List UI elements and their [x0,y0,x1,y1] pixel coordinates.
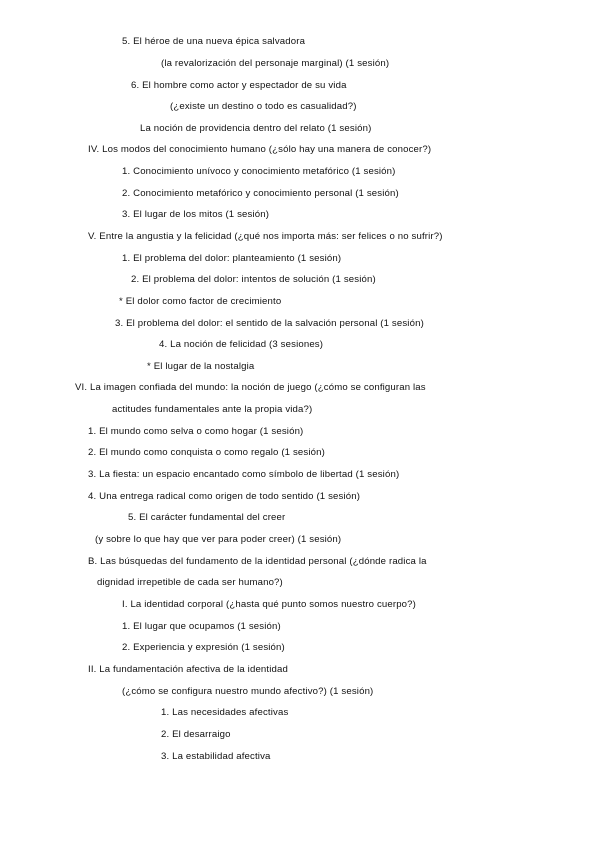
outline-line: (¿existe un destino o todo es casualidad?) [170,101,357,112]
section-heading: B. Las búsquedas del fundamento de la identidad personal (¿dónde radica la [88,556,427,567]
outline-line: 1. El mundo como selva o como hogar (1 sesión) [88,426,304,437]
subsection-heading: II. La fundamentación afectiva de la identidad [88,664,288,675]
outline-line: 2. El mundo como conquista o como regalo (1 sesión) [88,447,325,458]
subsection-heading: I. La identidad corporal (¿hasta qué punto somos nuestro cuerpo?) [122,599,417,610]
outline-line: 4. La noción de felicidad (3 sesiones) [159,339,324,350]
outline-line: (y sobre lo que hay que ver para poder creer) (1 sesión) [95,534,342,545]
outline-line: 2. Conocimiento metafórico y conocimiento personal (1 sesión) [122,188,399,199]
outline-line: (¿cómo se configura nuestro mundo afectivo?) (1 sesión) [122,686,374,697]
outline-line: dignidad irrepetible de cada ser humano?) [97,577,283,588]
section-heading: VI. La imagen confiada del mundo: la noción de juego (¿cómo se configuran las [75,382,426,393]
outline-line: 2. El problema del dolor: intentos de solución (1 sesión) [131,274,376,285]
outline-line: 3. El lugar de los mitos (1 sesión) [122,209,270,220]
outline-line: 5. El carácter fundamental del creer [128,512,286,523]
outline-line: 1. Las necesidades afectivas [161,707,289,718]
outline-line: 1. Conocimiento unívoco y conocimiento metafórico (1 sesión) [122,166,396,177]
outline-line: 1. El problema del dolor: planteamiento (1 sesión) [122,253,342,264]
outline-line: * El lugar de la nostalgia [147,361,255,372]
outline-line: La noción de providencia dentro del relato (1 sesión) [140,123,372,134]
outline-line: 2. El desarraigo [161,729,231,740]
outline-line: 3. El problema del dolor: el sentido de la salvación personal (1 sesión) [115,318,424,329]
section-heading: V. Entre la angustia y la felicidad (¿qué nos importa más: ser felices o no sufrir?) [88,231,443,242]
section-heading: IV. Los modos del conocimiento humano (¿sólo hay una manera de conocer?) [88,144,432,155]
outline-line: 1. El lugar que ocupamos (1 sesión) [122,621,281,632]
outline-line: 5. El héroe de una nueva épica salvadora [122,36,306,47]
outline-line: actitudes fundamentales ante la propia vida?) [112,404,313,415]
outline-line: * El dolor como factor de crecimiento [119,296,282,307]
outline-line: (la revalorización del personaje marginal) (1 sesión) [161,58,390,69]
outline-line: 3. La fiesta: un espacio encantado como símbolo de libertad (1 sesión) [88,469,400,480]
outline-line: 2. Experiencia y expresión (1 sesión) [122,642,285,653]
outline-line: 4. Una entrega radical como origen de todo sentido (1 sesión) [88,491,361,502]
outline-line: 6. El hombre como actor y espectador de su vida [131,80,347,91]
outline-line: 3. La estabilidad afectiva [161,751,271,762]
